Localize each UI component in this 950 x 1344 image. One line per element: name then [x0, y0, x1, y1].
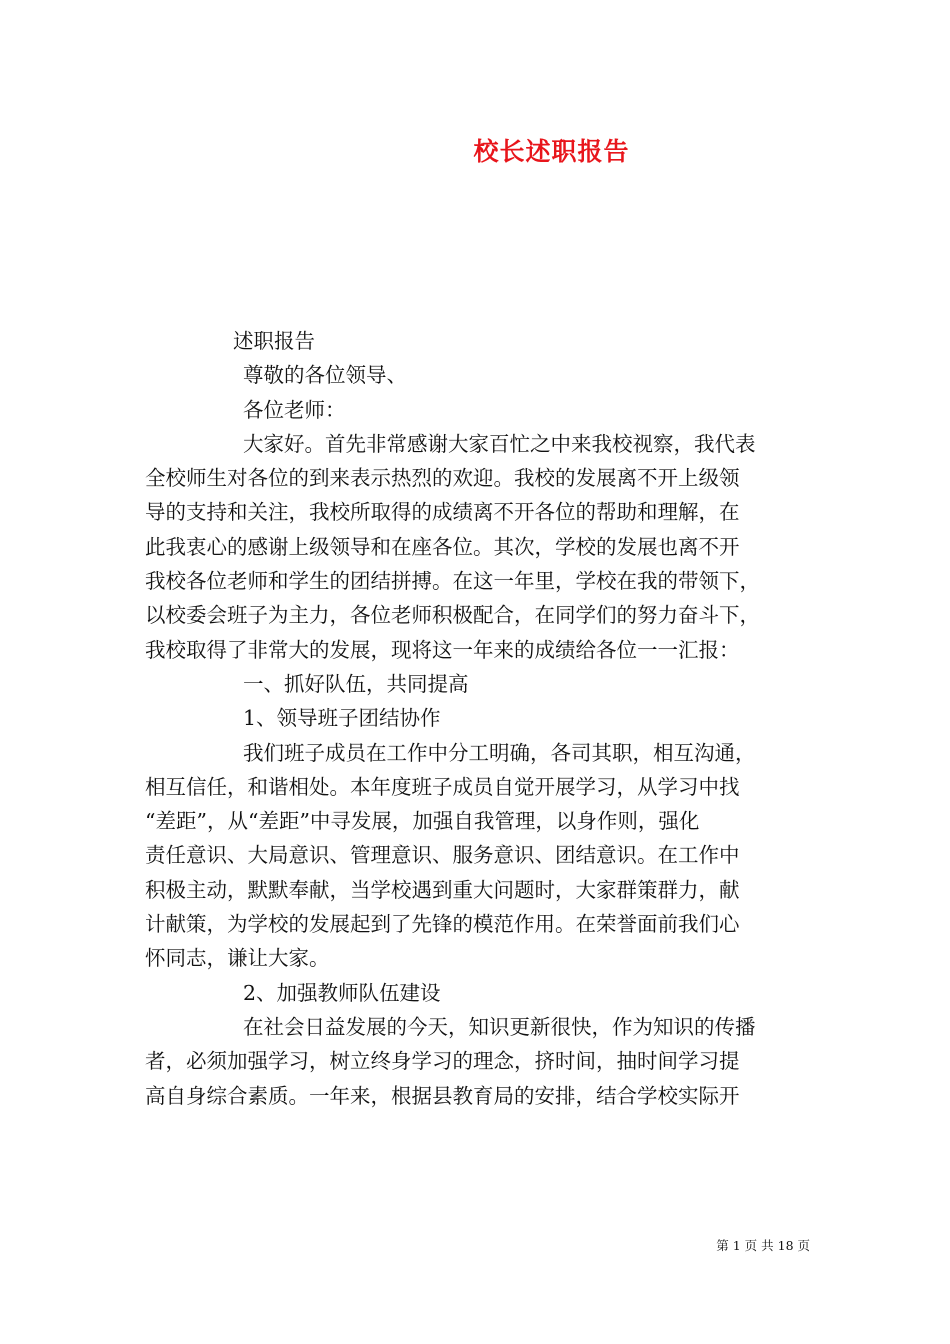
report-heading: 述职报告: [233, 329, 315, 353]
paragraph-line: 者，必须加强学习，树立终身学习的理念，挤时间，抽时间学习提: [145, 1049, 740, 1074]
paragraph-line: 计献策，为学校的发展起到了先锋的模范作用。在荣誉面前我们心: [145, 912, 740, 937]
document-title: 校长述职报告: [473, 137, 630, 166]
paragraph-line: 责任意识、大局意识、管理意识、服务意识、团结意识。在工作中: [145, 843, 740, 868]
paragraph-line: 全校师生对各位的到来表示热烈的欢迎。我校的发展离不开上级领: [145, 466, 740, 491]
subsection-heading: 2、加强教师队伍建设: [243, 980, 441, 1005]
paragraph-line: 以校委会班子为主力，各位老师积极配合，在同学们的努力奋斗下，: [145, 603, 760, 628]
paragraph-line: 我们班子成员在工作中分工明确，各司其职，相互沟通，: [243, 740, 756, 765]
document-body: [145, 324, 810, 1113]
paragraph-line: 导的支持和关注，我校所取得的成绩离不开各位的帮助和理解，在: [145, 500, 740, 525]
paragraph-line: 怀同志，谦让大家。: [145, 946, 330, 971]
section-heading: 一、抓好队伍，共同提高: [243, 671, 469, 696]
paragraph-line: 大家好。首先非常感谢大家百忙之中来我校视察，我代表: [243, 431, 756, 456]
paragraph-line: 我校各位老师和学生的团结拼搏。在这一年里，学校在我的带领下，: [145, 569, 760, 594]
subsection-heading: 1、领导班子团结协作: [243, 706, 441, 731]
paragraph-line: 高自身综合素质。一年来，根据县教育局的安排，结合学校实际开: [145, 1083, 740, 1108]
salutation-line: 各位老师：: [243, 397, 346, 422]
paragraph-line: 相互信任，和谐相处。本年度班子成员自觉开展学习，从学习中找: [145, 774, 740, 799]
page-footer: 第 1 页 共 18 页: [716, 1238, 810, 1253]
paragraph-line: 我校取得了非常大的发展，现将这一年来的成绩给各位一一汇报：: [145, 637, 740, 662]
salutation-line: 尊敬的各位领导、: [243, 363, 407, 388]
paragraph-line: 在社会日益发展的今天，知识更新很快，作为知识的传播: [243, 1014, 756, 1039]
paragraph-line: 积极主动，默默奉献，当学校遇到重大问题时，大家群策群力，献: [145, 877, 740, 902]
paragraph-line: “差距”，从“差距”中寻发展，加强自我管理，以身作则，强化: [145, 809, 700, 834]
paragraph-line: 此我衷心的感谢上级领导和在座各位。其次，学校的发展也离不开: [145, 534, 740, 559]
